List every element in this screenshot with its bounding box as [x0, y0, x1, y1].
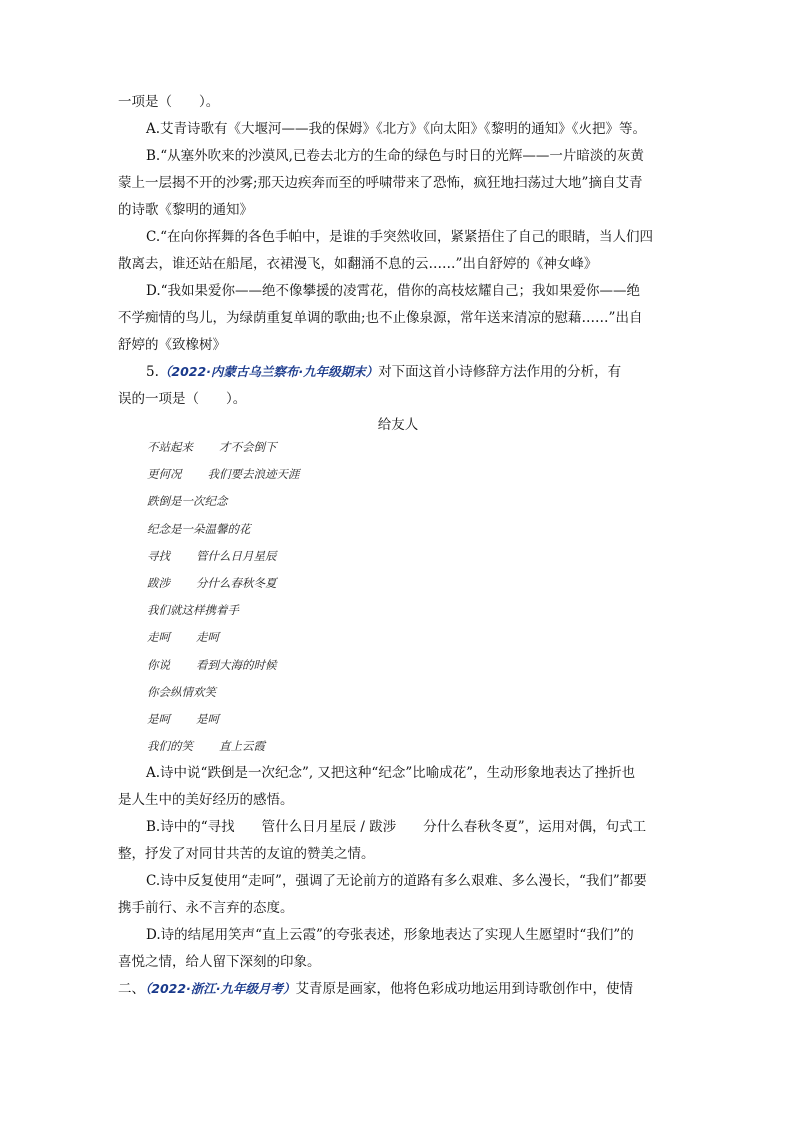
q5-option-d-line-1: D.诗的结尾用笑声“直上云霞”的夸张表述，形象地表达了实现人生愿望时“我们”的	[146, 927, 634, 944]
q5-stem-text: 对下面这首小诗修辞方法作用的分析，有	[378, 364, 622, 380]
poem-line-first-half: 寻找	[147, 548, 170, 563]
poem-line-second-half: 是呵	[196, 711, 219, 726]
q5-option-c-line-2: 携手前行、永不言弃的态度。	[118, 900, 294, 917]
poem-line	[147, 736, 678, 763]
poem-line-second-half: 分什么春秋冬夏	[196, 575, 277, 590]
q5-option-b-line-2: 整，抒发了对同甘共苦的友谊的赞美之情。	[118, 846, 375, 863]
q4-option-a: A.艾青诗歌有《大堰河——我的保姆》《北方》《向太阳》《黎明的通知》《火把》等。	[146, 121, 647, 137]
poem-line-second-half: 直上云霞	[219, 739, 265, 754]
poem-line-first-half: 不站起来	[147, 440, 193, 454]
poem-line	[147, 682, 678, 709]
poem-line	[147, 709, 678, 736]
poem-line-first-half: 走呵	[147, 630, 170, 645]
q5-option-c-line-1: C.诗中反复使用“走呵”，强调了无论前方的道路有多么艰难、多么漫长，“我们”都要	[146, 873, 647, 890]
q4-stem-tail: 一项是（ ）。	[118, 94, 220, 110]
poem-line	[147, 627, 678, 654]
section-2-text: 艾青原是画家，他将色彩成功地运用到诗歌创作中，使情	[295, 981, 634, 998]
q5-number: 5.	[146, 364, 159, 380]
poem-line-second-half: 看到大海的时候	[196, 657, 277, 672]
q5-stem-line-1	[118, 362, 678, 382]
poem-body	[118, 437, 678, 763]
poem-line	[147, 655, 678, 682]
q4-option-b-line-2: 蒙上一层揭不开的沙雾;那天边疾奔而至的呼啸带来了恐怖，疯狂地扫荡过大地”摘自艾青	[118, 175, 643, 191]
q4-option-d-line-1: D.“我如果爱你——绝不像攀援的凌霄花，借你的高枝炫耀自己；我如果爱你——绝	[146, 283, 641, 299]
poem-line-second-half: 我们要去浪迹天涯	[207, 467, 300, 482]
section-2-intro	[118, 979, 678, 999]
q5-option-b-line-1: B.诗中的“寻找 管什么日月星辰 / 跋涉 分什么春秋冬夏”，运用对偶，句式工	[146, 819, 647, 836]
poem-line-first-half: 更何况	[147, 467, 182, 482]
poem-line-second-half: 走呵	[196, 630, 219, 645]
document-page	[118, 92, 678, 999]
q5-option-a-line-1: A.诗中说“跌倒是一次纪念”, 又把这种“纪念”比喻成花”，生动形象地表达了挫折也	[146, 765, 636, 782]
poem-line-first-half: 你说	[147, 657, 170, 672]
poem-line-first-half: 你会纵情欢笑	[147, 684, 216, 699]
poem-line-second-half: 管什么日月星辰	[196, 548, 277, 563]
poem-line	[147, 464, 678, 491]
q4-option-d-line-3: 舒婷的《致橡树》	[118, 337, 226, 353]
poem-line-first-half: 纪念是一朵温馨的花	[147, 521, 251, 536]
q4-option-c-line-2: 散离去，谁还站在船尾，衣裙漫飞，如翻涌不息的云……”出自舒婷的《神女峰》	[118, 256, 598, 272]
q5-stem-line-2: 误的一项是（ ）。	[118, 391, 247, 407]
q4-option-b-line-1: B.“从塞外吹来的沙漠风,已卷去北方的生命的绿色与时日的光辉——一片暗淡的灰黄	[146, 148, 644, 164]
poem-line	[147, 437, 678, 464]
poem-title: 给友人	[377, 417, 419, 433]
poem-line-first-half: 跋涉	[147, 575, 170, 590]
q5-option-d-line-2: 喜悦之情，给人留下深刻的印象。	[118, 954, 321, 971]
poem-line-second-half: 才不会倒下	[219, 440, 277, 454]
poem-line-first-half: 是呵	[147, 711, 170, 726]
q5-source-tag: （2022·内蒙古乌兰察布·九年级期末）	[158, 364, 379, 379]
poem-line	[147, 573, 678, 600]
section-2-source-tag: （2022·浙江·九年级月考）	[145, 981, 296, 997]
q4-option-d-line-2: 不学痴情的鸟儿，为绿荫重复单调的歌曲;也不止像泉源，常年送来清凉的慰藉……”出自	[118, 310, 643, 326]
q5-option-a-line-2: 是人生中的美好经历的感悟。	[118, 792, 294, 809]
poem-line	[147, 600, 678, 627]
poem-line-first-half: 我们的笑	[147, 739, 193, 754]
q4-option-c-line-1: C.“在向你挥舞的各色手帕中，是谁的手突然收回，紧紧捂住了自己的眼睛，当人们四	[146, 229, 654, 245]
poem-line-first-half: 我们就这样携着手	[147, 603, 239, 618]
poem-line	[147, 519, 678, 546]
section-2-number: 二、	[118, 981, 145, 998]
q4-option-b-line-3: 的诗歌《黎明的通知》	[118, 202, 253, 218]
poem-line	[147, 491, 678, 518]
poem-line	[147, 546, 678, 573]
poem-line-first-half: 跌倒是一次纪念	[147, 494, 228, 509]
